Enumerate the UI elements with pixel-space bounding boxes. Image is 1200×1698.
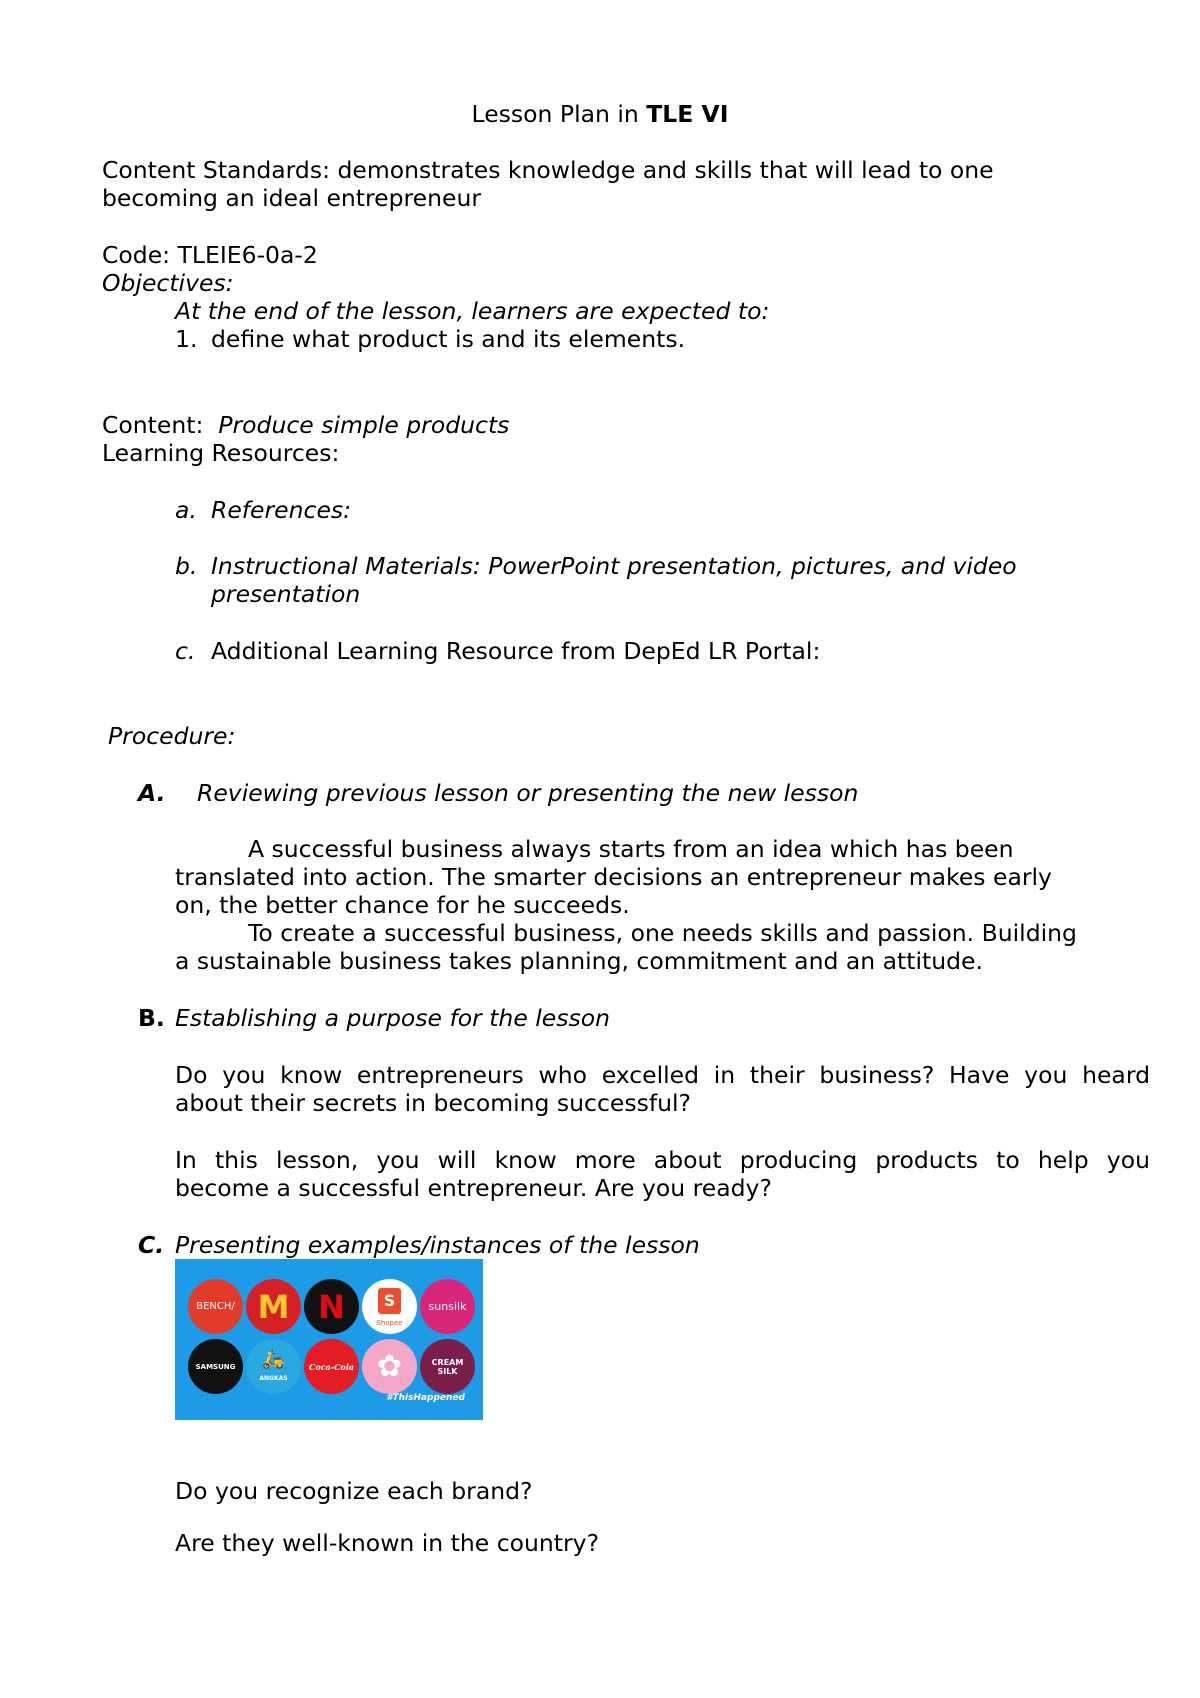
procedure-b-title: Establishing a purpose for the lesson (175, 1004, 611, 1032)
netflix-logo: N (304, 1279, 359, 1334)
hashtag-caption: #ThisHappened (386, 1393, 465, 1403)
title-prefix: Lesson Plan in (471, 100, 647, 128)
angkas-logo: 🛵 ANGKAS (246, 1339, 301, 1394)
content-value: Produce simple products (218, 411, 510, 439)
shopee-logo: S Shopee (362, 1279, 417, 1334)
procedure-b-p1-line2: about their secrets in becoming successful? (175, 1089, 692, 1117)
resource-a-letter: a. (175, 496, 197, 524)
resource-b-letter: b. (175, 552, 198, 580)
content-line (102, 411, 509, 439)
flower-brand-logo: ✿ (362, 1339, 417, 1394)
procedure-a-line5: a sustainable business takes planning, commitment and an attitude. (175, 947, 983, 975)
procedure-a-line4: To create a successful business, one needs skills and passion. Building (248, 919, 1077, 947)
content-standards-line1: Content Standards: demonstrates knowledge and skills that will lead to one (102, 156, 994, 184)
procedure-a-title: Reviewing previous lesson or presenting the new lesson (197, 779, 859, 807)
resource-b-text-line1: Instructional Materials: PowerPoint presentation, pictures, and video (211, 552, 1017, 580)
procedure-b-p1-line1: Do you know entrepreneurs who excelled in their business? Have you heard (175, 1061, 1150, 1089)
procedure-a-letter: A. (138, 779, 166, 807)
procedure-a-line3: on, the better chance for he succeeds. (175, 891, 630, 919)
page-title (0, 100, 1200, 128)
content-standards-line2: becoming an ideal entrepreneur (102, 184, 482, 212)
question-recognize-brand: Do you recognize each brand? (175, 1477, 533, 1505)
brand-logos-image (175, 1259, 483, 1420)
learning-resources-heading: Learning Resources: (102, 439, 340, 467)
resource-c-letter: c. (175, 637, 196, 665)
bench-logo: BENCH/ (188, 1279, 243, 1334)
objectives-heading: Objectives: (102, 269, 234, 297)
coca-cola-logo: Coca-Cola (304, 1339, 359, 1394)
procedure-b-p2-line2: become a successful entrepreneur. Are you ready? (175, 1174, 772, 1202)
procedure-a-line1: A successful business always starts from an idea which has been (248, 835, 1014, 863)
procedure-c-title: Presenting examples/instances of the lesson (175, 1231, 700, 1259)
lesson-code: Code: TLEIE6-0a-2 (102, 241, 318, 269)
resource-b-text-line2: presentation (211, 580, 361, 608)
procedure-b-letter: B. (138, 1004, 165, 1032)
procedure-b-p2-line1: In this lesson, you will know more about producing products to help you (175, 1146, 1150, 1174)
procedure-a-line2: translated into action. The smarter decisions an entrepreneur makes early (175, 863, 1052, 891)
objective-number: 1. (175, 325, 198, 353)
mcdonalds-logo: M (246, 1279, 301, 1334)
title-subject: TLE VI (646, 100, 729, 128)
resource-a-text: References: (211, 496, 352, 524)
samsung-logo: SAMSUNG (188, 1339, 243, 1394)
resource-c-text: Additional Learning Resource from DepEd LR Portal: (211, 637, 821, 665)
sunsilk-logo: sunsilk (420, 1279, 475, 1334)
content-label: Content: (102, 411, 204, 439)
objective-text: define what product is and its elements. (211, 325, 686, 353)
question-well-known: Are they well-known in the country? (175, 1529, 600, 1557)
procedure-heading: Procedure: (108, 722, 236, 750)
creamsilk-logo: CREAM SILK (420, 1339, 475, 1394)
objectives-intro: At the end of the lesson, learners are expected to: (175, 297, 770, 325)
procedure-c-letter: C. (138, 1231, 165, 1259)
scooter-icon: 🛵 (262, 1348, 285, 1370)
